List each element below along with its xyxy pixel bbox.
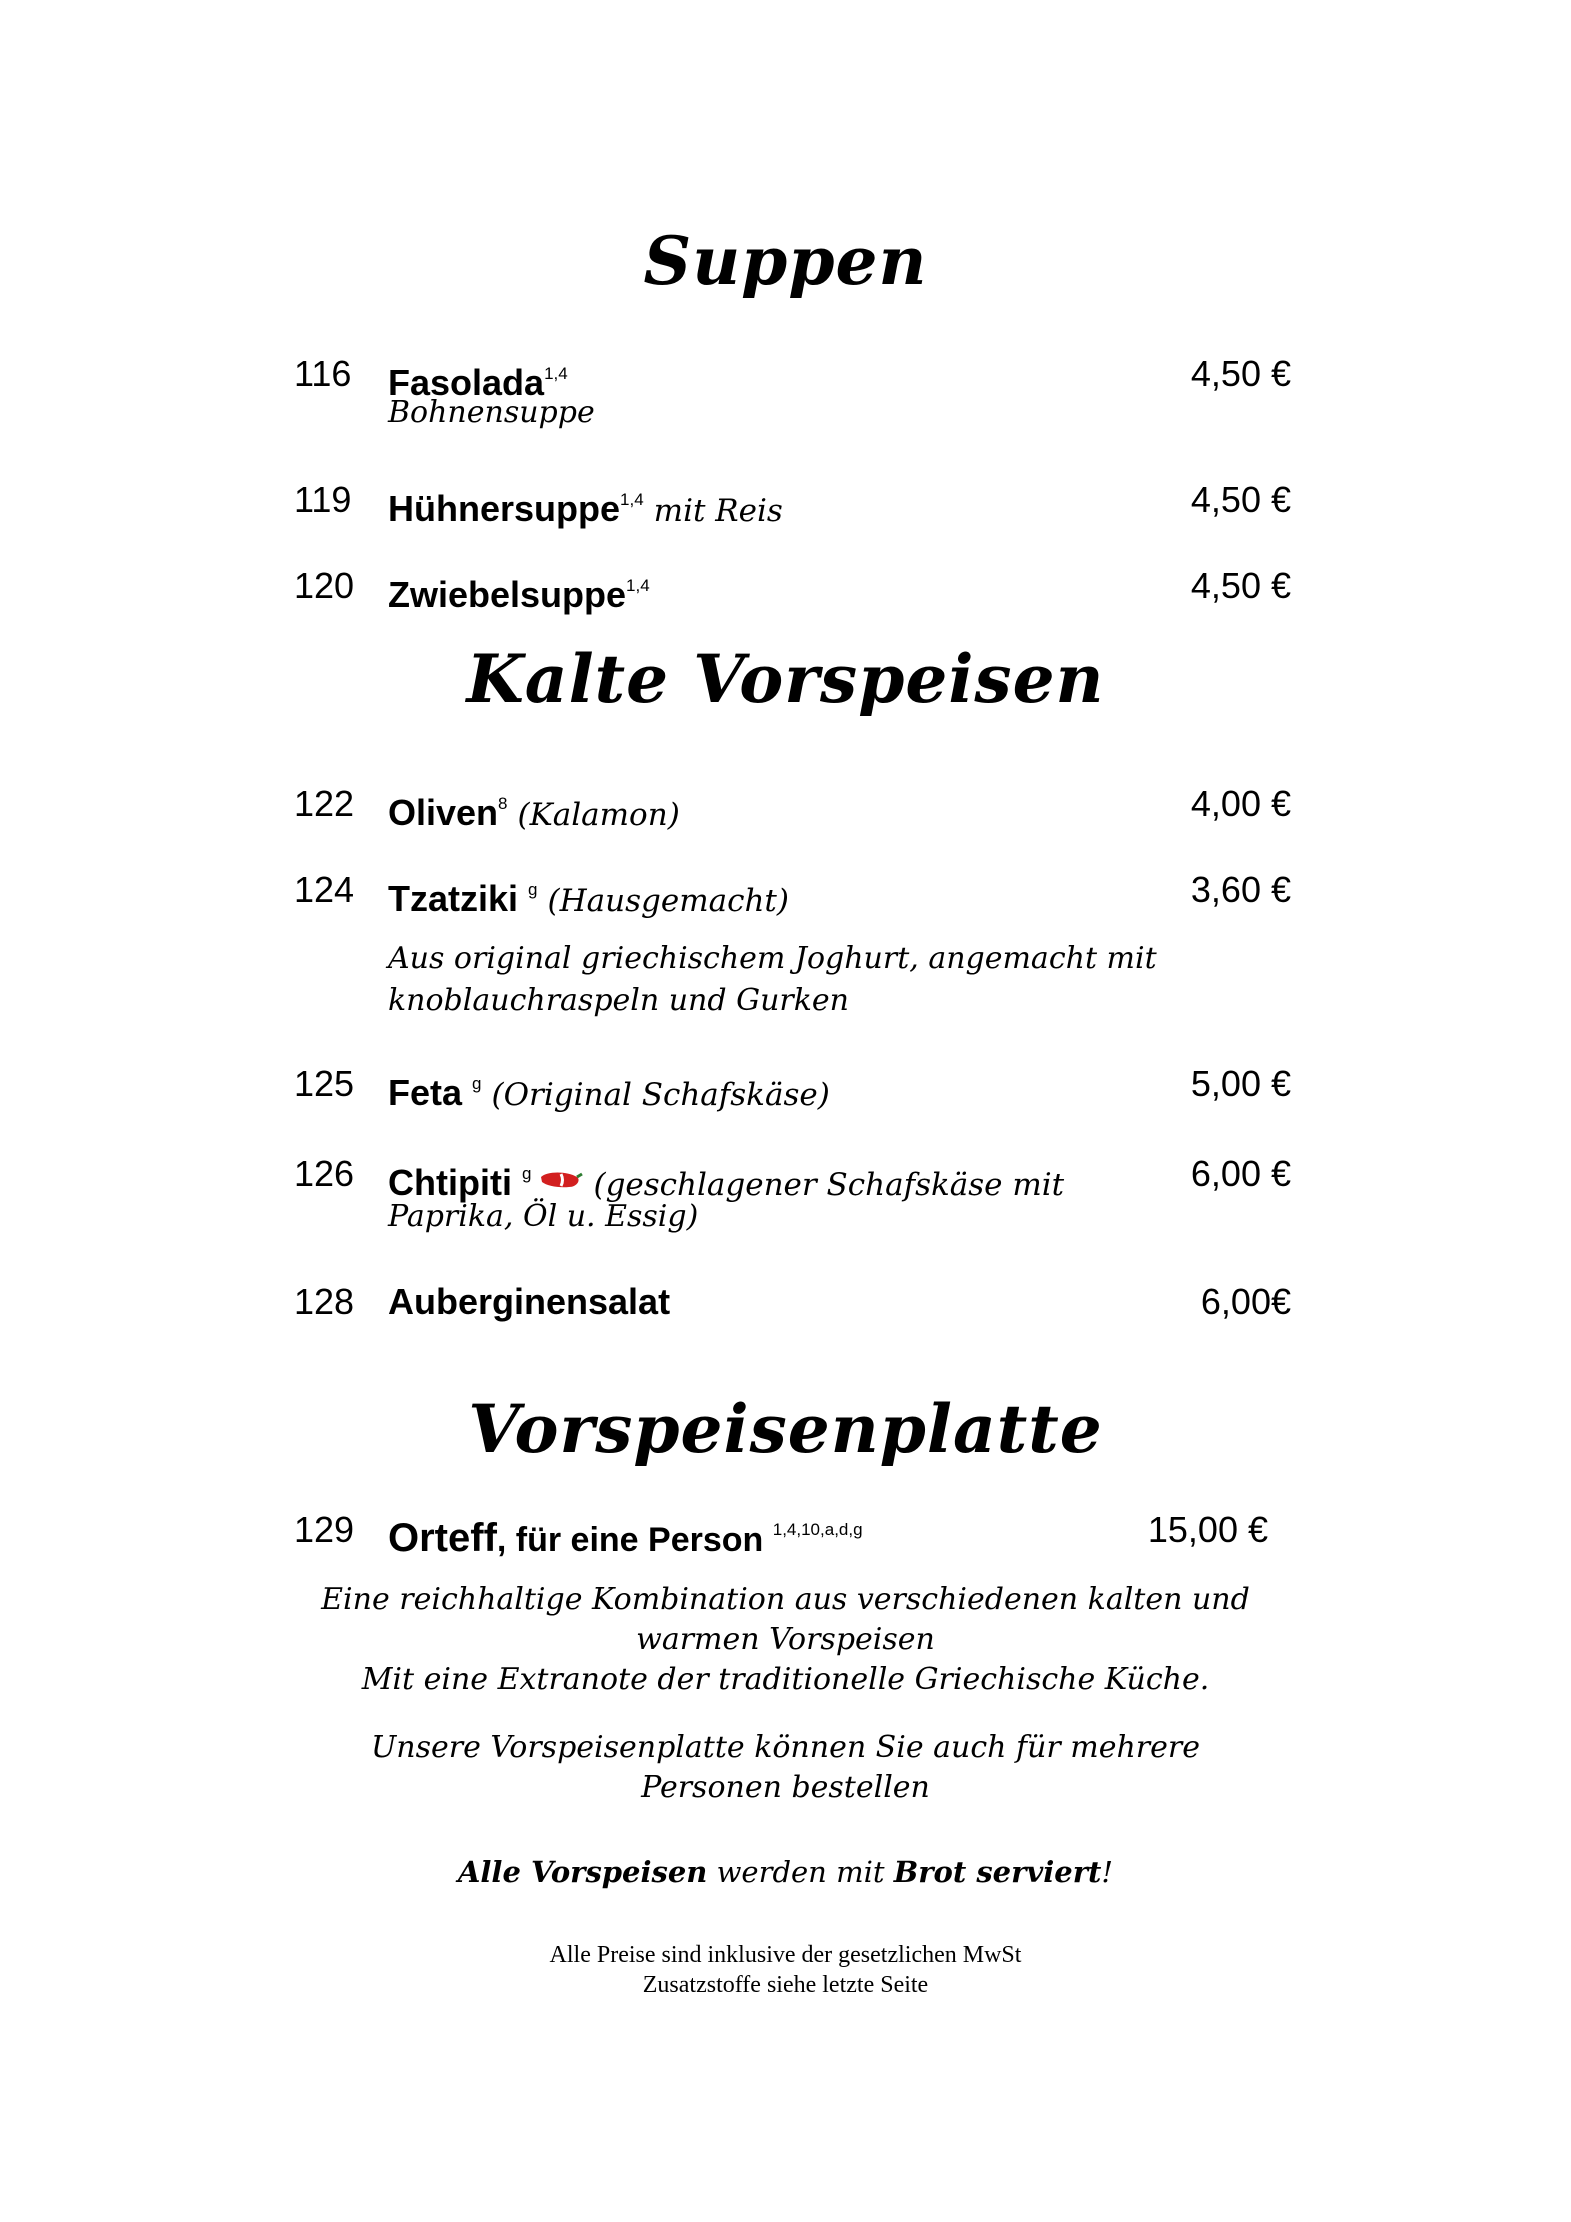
allergen-codes: 1,4: [626, 576, 650, 595]
menu-item-128: [0, 1280, 1571, 1330]
allergen-codes: 1,4,10,a,d,g: [772, 1520, 863, 1539]
footer-additives-note: Zusatzstoffe siehe letzte Seite: [642, 1972, 929, 1998]
menu-item-124: [0, 868, 1571, 918]
item-name: Fasolada$^{1,4}$: [388, 362, 568, 403]
item-number: 116: [294, 353, 352, 394]
item-description: knoblauchraspeln und Gurken: [388, 983, 849, 1018]
menu-item-122: [0, 782, 1571, 832]
allergen-codes: g: [528, 880, 538, 899]
item-price: 4,00 €: [1190, 783, 1291, 824]
item-name-rest: , für eine Person: [496, 1521, 764, 1559]
item-price: 6,00€: [1200, 1281, 1291, 1322]
item-number: 125: [294, 1063, 355, 1104]
menu-item-126: [0, 1152, 1571, 1202]
item-price: 5,00 €: [1190, 1063, 1291, 1104]
platte-description-line: Personen bestellen: [641, 1770, 930, 1805]
item-extra: (Kalamon): [517, 797, 680, 833]
section-title-kalte-vorspeisen: Kalte Vorspeisen: [466, 640, 1105, 718]
item-price: 4,50 €: [1190, 353, 1291, 394]
item-extra: (Original Schafskäse): [491, 1077, 830, 1113]
footer-vat-note: Alle Preise sind inklusive der gesetzlichen MwSt: [549, 1942, 1022, 1968]
platte-description-line: Eine reichhaltige Kombination aus verschiedenen kalten und: [321, 1582, 1250, 1617]
item-price: 6,00 €: [1190, 1153, 1291, 1194]
item-price: 3,60 €: [1190, 869, 1291, 910]
item-name: Orteff, für eine Person $^{1,4,10,a,d,g}$: [388, 1516, 863, 1560]
item-extra: (Hausgemacht): [547, 883, 789, 919]
item-name: Feta $^g$ (Original Schafskäse): [388, 1072, 830, 1113]
item-number: 119: [294, 479, 352, 520]
item-extra: (geschlagener Schafskäse mit: [593, 1167, 1065, 1203]
platte-description-line: warmen Vorspeisen: [636, 1622, 935, 1657]
menu-item-125: [0, 1062, 1571, 1112]
item-price: 4,50 €: [1190, 565, 1291, 606]
allergen-codes: g: [472, 1074, 482, 1093]
platte-description-line: Mit eine Extranote der traditionelle Griechische Küche.: [361, 1662, 1210, 1697]
bread-note: Alle Vorspeisen werden mit Brot serviert!: [457, 1855, 1114, 1889]
item-number: 122: [294, 783, 355, 824]
allergen-codes: 1,4: [544, 364, 568, 383]
item-price: 15,00 €: [1147, 1509, 1268, 1550]
item-name: Hühnersuppe$^{1,4}$ mit Reis: [388, 488, 783, 529]
item-description: Aus original griechischem Joghurt, angemacht mit: [388, 941, 1157, 976]
allergen-codes: 1,4: [620, 490, 644, 509]
item-name: Chtipiti $^g$ (geschlagener Schafskäse mit: [388, 1162, 1065, 1203]
item-name: Tzatziki $^g$ (Hausgemacht): [388, 878, 789, 919]
item-number: 126: [294, 1153, 355, 1194]
red-pepper-icon: [537, 1169, 583, 1191]
item-number: 120: [294, 565, 355, 606]
item-name: Zwiebelsuppe$^{1,4}$: [388, 574, 650, 615]
item-price: 4,50 €: [1190, 479, 1291, 520]
item-number: 124: [294, 869, 355, 910]
item-description: Bohnensuppe: [388, 395, 595, 430]
menu-item-116: [0, 352, 1571, 402]
menu-item-120: [0, 564, 1571, 614]
allergen-codes: g: [521, 1164, 532, 1183]
allergen-codes: 8: [498, 794, 508, 813]
section-title-vorspeisenplatte: Vorspeisenplatte: [468, 1390, 1103, 1468]
item-name: Oliven$^8$ (Kalamon): [388, 792, 680, 833]
platte-description-line: Unsere Vorspeisenplatte können Sie auch für mehrere: [370, 1730, 1200, 1765]
item-number: 128: [294, 1281, 355, 1322]
item-extra: mit Reis: [653, 493, 783, 529]
menu-item-129: [0, 1508, 1571, 1558]
item-number: 129: [294, 1509, 355, 1550]
item-description: Paprika, Öl u. Essig): [388, 1199, 699, 1234]
section-title-suppen: Suppen: [643, 222, 928, 300]
menu-item-119: [0, 478, 1571, 528]
item-name: Auberginensalat: [388, 1281, 671, 1322]
